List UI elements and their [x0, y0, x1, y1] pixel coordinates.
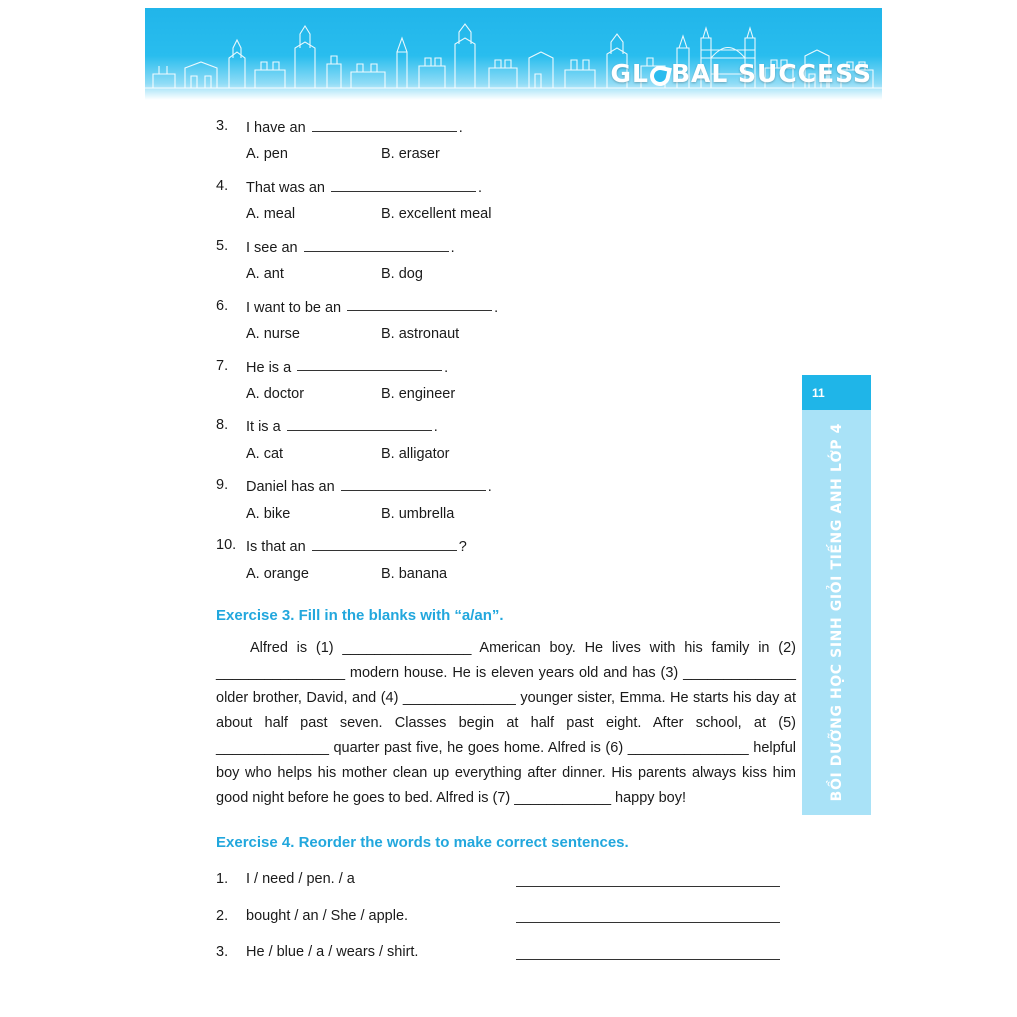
question-prompt	[216, 117, 796, 138]
question-item	[216, 416, 796, 464]
exercise-3-label: Exercise 3.	[216, 607, 295, 625]
question-text	[246, 237, 455, 258]
question-number: 6.	[216, 297, 229, 314]
question-options	[216, 385, 796, 405]
option-a[interactable]: A. nurse	[246, 326, 300, 342]
exercise-4-heading	[216, 833, 796, 853]
question-item	[216, 476, 796, 524]
reorder-words: He / blue / a / wears / shirt.	[246, 944, 419, 961]
question-punctuation: .	[444, 359, 449, 376]
reorder-number: 3.	[216, 944, 229, 961]
question-punctuation: .	[478, 179, 483, 196]
question-number: 10.	[216, 537, 237, 554]
answer-blank[interactable]	[304, 237, 449, 252]
question-text	[246, 536, 467, 557]
option-a[interactable]: A. orange	[246, 565, 309, 582]
question-options	[216, 325, 796, 345]
exercise-content	[216, 105, 796, 963]
reorder-item	[216, 870, 796, 890]
option-a[interactable]: A. bike	[246, 505, 291, 522]
option-a[interactable]: A. cat	[246, 445, 284, 462]
reorder-words: bought / an / She / apple.	[246, 907, 409, 924]
question-stem: I have an	[246, 119, 306, 136]
question-number: 9.	[216, 477, 229, 494]
question-options	[216, 265, 796, 285]
reorder-words: I / need / pen. / a	[246, 871, 355, 888]
question-stem: I want to be an	[246, 299, 342, 316]
answer-blank[interactable]	[312, 536, 457, 551]
reorder-item	[216, 943, 796, 963]
answer-blank[interactable]	[347, 297, 492, 312]
question-item	[216, 357, 796, 405]
question-prompt	[216, 416, 796, 437]
option-b[interactable]: B. umbrella	[381, 505, 455, 522]
question-punctuation: .	[487, 479, 492, 496]
exercise-3-heading	[216, 606, 796, 626]
question-options	[216, 505, 796, 525]
question-punctuation: ?	[458, 539, 467, 555]
option-b[interactable]: B. astronaut	[381, 326, 460, 342]
global-success-logo	[611, 59, 872, 88]
question-prompt	[216, 476, 796, 497]
question-item	[216, 297, 796, 345]
side-tab-title	[802, 415, 871, 810]
question-number: 4.	[216, 177, 229, 194]
answer-blank[interactable]	[287, 416, 432, 431]
question-prompt	[216, 237, 796, 258]
option-b[interactable]: B. eraser	[381, 146, 440, 163]
question-punctuation: .	[433, 419, 438, 436]
question-number: 8.	[216, 417, 229, 434]
question-options	[216, 205, 796, 225]
reorder-number: 1.	[216, 871, 229, 888]
side-tab-title-text: BỒI DƯỠNG HỌC SINH GIỎI TIẾNG ANH LỚP 4	[828, 423, 845, 802]
exercise-4-label: Exercise 4.	[216, 833, 295, 851]
option-a[interactable]: A. pen	[246, 146, 288, 163]
reorder-answer-line[interactable]	[516, 885, 780, 887]
question-text	[246, 297, 498, 318]
question-item	[216, 237, 796, 285]
reorder-answer-line[interactable]	[516, 921, 780, 923]
option-b[interactable]: B. engineer	[381, 385, 456, 402]
question-item	[216, 177, 796, 225]
question-prompt	[216, 536, 796, 557]
side-tab	[802, 375, 871, 815]
question-text	[246, 476, 492, 497]
question-stem: It is a	[246, 419, 281, 436]
question-stem: Is that an	[246, 539, 306, 555]
answer-blank[interactable]	[297, 357, 442, 372]
page-header-banner	[145, 8, 882, 100]
option-b[interactable]: B. banana	[381, 565, 448, 582]
exercise-4-title: Reorder the words to make correct sentences.	[294, 833, 629, 851]
exercise-3-title: Fill in the blanks with “a/an”.	[294, 607, 504, 625]
question-text	[246, 177, 482, 198]
question-prompt	[216, 297, 796, 318]
question-options	[216, 145, 796, 165]
question-text	[246, 416, 438, 437]
question-number: 5.	[216, 237, 229, 254]
question-punctuation: .	[450, 239, 455, 256]
question-item	[216, 117, 796, 165]
question-prompt	[216, 177, 796, 198]
option-a[interactable]: A. ant	[246, 266, 284, 283]
option-b[interactable]: B. dog	[381, 266, 423, 283]
option-b[interactable]: B. alligator	[381, 445, 450, 462]
question-item	[216, 536, 796, 584]
page-number: 11	[802, 375, 871, 410]
question-prompt	[216, 357, 796, 378]
answer-blank[interactable]	[312, 117, 457, 132]
brand-text-1: GL	[610, 59, 649, 88]
option-a[interactable]: A. doctor	[246, 385, 305, 402]
question-options	[216, 565, 796, 585]
question-stem: He is a	[246, 359, 292, 376]
answer-blank[interactable]	[341, 476, 486, 491]
question-number: 7.	[216, 357, 229, 374]
reorder-number: 2.	[216, 907, 229, 924]
reorder-answer-line[interactable]	[516, 958, 780, 960]
question-punctuation: .	[494, 299, 499, 316]
answer-blank[interactable]	[331, 177, 476, 192]
question-stem: Daniel has an	[246, 479, 335, 496]
question-stem: I see an	[246, 239, 298, 256]
option-a[interactable]: A. meal	[246, 206, 296, 223]
exercise-3-paragraph[interactable]: Alfred is (1) ________________ American boy. He lives with his family in (2) ________________ modern house. He is eleven years old and has (3) ______________ older brother, David, and (4) ______________ younger sister, Emma. He starts his day at about half past seven. Classes begin at half past eight. After school, at (5) ______________ quarter past five, he goes home. Alfred is (6) _______________ helpful boy who helps his mother clean up everything after dinner. His parents always kiss him good night before he goes to bed. Alfred is (7) ____________ happy boy!	[216, 640, 796, 806]
option-b[interactable]: B. excellent meal	[381, 206, 492, 223]
brand-text-2: BAL SUCCESS	[670, 59, 872, 88]
question-text	[246, 357, 448, 378]
question-punctuation: .	[458, 119, 463, 136]
leaf-icon	[648, 64, 672, 88]
question-options	[216, 445, 796, 465]
question-stem: That was an	[246, 179, 325, 196]
reorder-item	[216, 907, 796, 927]
question-text	[246, 117, 463, 138]
question-number: 3.	[216, 118, 229, 134]
